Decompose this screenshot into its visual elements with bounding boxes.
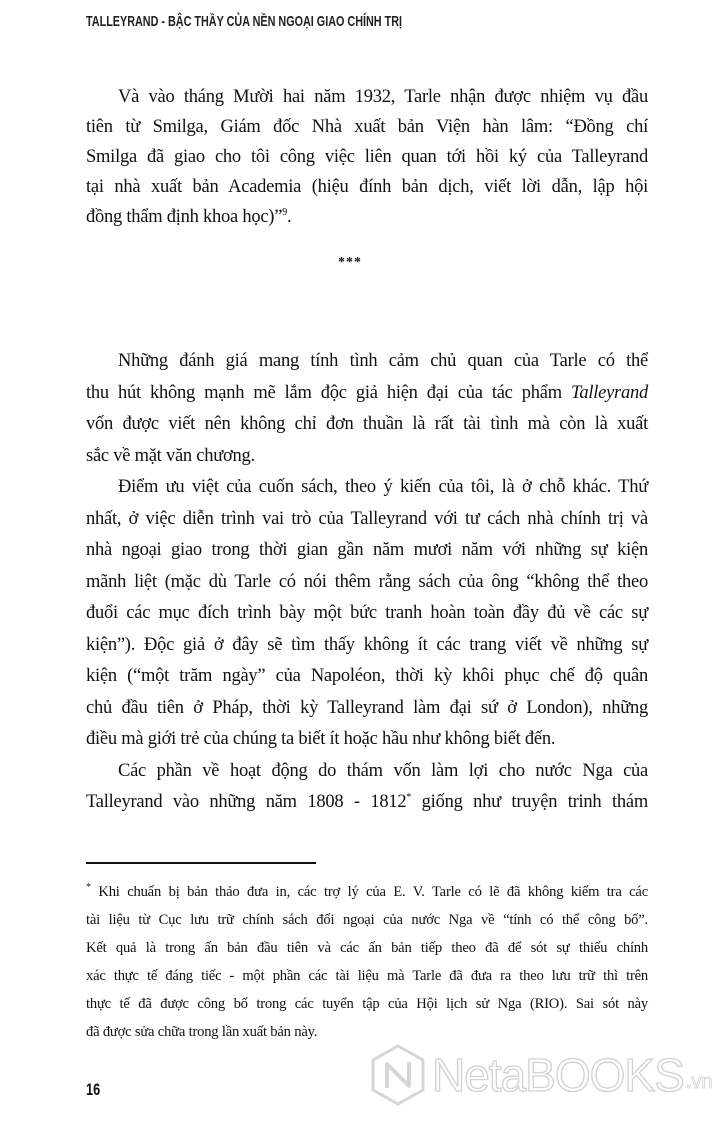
text-segment: đồng thẩm định khoa học)” <box>86 207 283 227</box>
netabooks-logo-icon <box>370 1044 426 1106</box>
watermark-suffix: .vn <box>685 1070 712 1093</box>
text-line: kiện”). Độc giả ở đây sẽ tìm thấy không ít các trang viết về những sự <box>86 634 648 655</box>
watermark <box>370 1044 712 1106</box>
text-line: Các phần về hoạt động do thám vốn làm lợi cho nước Nga của <box>118 760 648 781</box>
text-line <box>86 378 648 410</box>
text-segment: . <box>286 207 292 227</box>
text-line: Những đánh giá mang tính tình cảm chủ quan của Tarle có thể <box>118 351 648 371</box>
text-line: nhà ngoại giao trong thời gian gần năm mươi năm với những sự kiện <box>86 540 648 560</box>
text-line: đã được sửa chữa trong lần xuất bản này. <box>86 1024 318 1040</box>
paragraph-2 <box>86 346 648 819</box>
text-line: nhất, ở việc diễn trình vai trò của Talleyrand với tư cách nhà chính trị và <box>86 508 648 529</box>
book-title: Talleyrand <box>571 382 648 403</box>
text-line: sắc về mặt văn chương. <box>86 445 255 466</box>
text-line: vốn được viết nên không chỉ đơn thuần là rất tài tình mà còn là xuất <box>86 414 648 434</box>
text-line: điều mà giới trẻ của chúng ta biết ít hoặc hầu như không biết đến. <box>86 729 556 749</box>
footnote <box>86 878 648 1046</box>
text-line: tại nhà xuất bản Academia (hiệu đính bản dịch, viết lời dẫn, lập hội <box>86 177 648 197</box>
text-line <box>86 878 648 906</box>
footnote-divider <box>86 862 316 864</box>
section-separator: *** <box>338 255 362 270</box>
footnote-ref: * <box>406 791 412 803</box>
text-segment: giống như truyện trinh thám <box>411 792 648 812</box>
text-line: Và vào tháng Mười hai năm 1932, Tarle nhận được nhiệm vụ đầu <box>118 87 648 107</box>
text-line: kiện (“một trăm ngày” của Napoléon, thời kỳ khôi phục chế độ quân <box>86 666 648 686</box>
text-segment: Talleyrand vào những năm 1808 - 1812 <box>86 792 407 812</box>
page-number: 16 <box>86 1080 101 1099</box>
text-line: mãnh liệt (mặc dù Tarle có nói thêm rằng sách của ông “không thể theo <box>86 571 648 592</box>
text-line <box>86 202 648 232</box>
text-line: thực tế đã được công bố trong các tuyển tập của Hội lịch sử Nga (RIO). Sai sót này <box>86 996 648 1012</box>
text-line: đuổi các mục đích trình bày một bức tranh hoàn toàn đầy đủ về các sự <box>86 603 648 623</box>
text-line: Kết quả là trong ấn bản đầu tiên và các ấn bản tiếp theo đã để sót sự thiếu chính <box>86 940 648 956</box>
footnote-ref: 9 <box>282 206 287 218</box>
text-line: tài liệu từ Cục lưu trữ chính sách đối ngoại của nước Nga về “tính có thể công bố”. <box>86 912 648 928</box>
text-line: tiên từ Smilga, Giám đốc Nhà xuất bản Viện hàn lâm: “Đồng chí <box>86 117 648 137</box>
running-header: TALLEYRAND - BẬC THẦY CỦA NỀN NGOẠI GIAO CHÍNH TRỊ <box>86 13 403 30</box>
text-segment: thu hút không mạnh mẽ lắm độc giả hiện đại của tác phẩm <box>86 382 571 403</box>
text-line <box>86 787 648 819</box>
text-line: Smilga đã giao cho tôi công việc liên quan tới hồi ký của Talleyrand <box>86 147 648 167</box>
paragraph-1 <box>86 82 648 232</box>
text-line: xác thực tế đáng tiếc - một phần các tài liệu mà Tarle đã đưa ra theo lưu trữ thì trên <box>86 968 648 984</box>
text-segment: Khi chuẩn bị bản thảo đưa in, các trợ lý của E. V. Tarle có lẽ đã không kiểm tra các <box>90 884 648 900</box>
text-line: Điểm ưu việt của cuốn sách, theo ý kiến của tôi, là ở chỗ khác. Thứ <box>118 477 648 497</box>
watermark-brand: NetaBOOKS <box>432 1049 684 1101</box>
text-line: chủ đầu tiên ở Pháp, thời kỳ Talleyrand làm đại sứ ở London), những <box>86 697 648 718</box>
footnote-mark: * <box>86 882 91 894</box>
